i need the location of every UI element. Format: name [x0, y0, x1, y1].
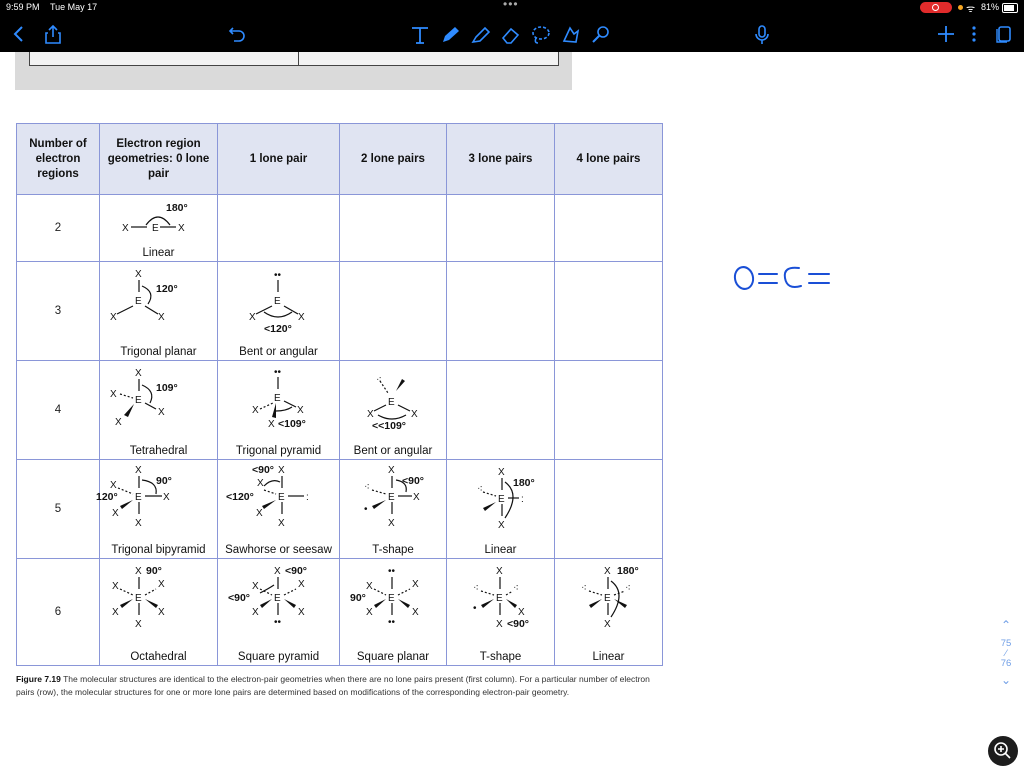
bent-structure-diagram	[340, 361, 447, 441]
svg-text:120°: 120°	[96, 491, 118, 503]
svg-text:E: E	[604, 593, 611, 604]
svg-text:⁖: ⁖	[513, 583, 519, 594]
svg-text:<120°: <120°	[264, 323, 292, 335]
pages-icon[interactable]	[996, 25, 1012, 43]
svg-text:⁖: ⁖	[376, 375, 382, 386]
svg-text:⁖: ⁖	[581, 583, 587, 594]
svg-text:90°: 90°	[146, 565, 162, 577]
svg-text:<90°: <90°	[252, 464, 275, 476]
svg-text:⁖: ⁖	[477, 484, 483, 495]
highlighter-icon[interactable]	[470, 25, 492, 45]
seesaw-structure-diagram	[218, 460, 340, 540]
magnifier-plus-icon	[988, 736, 1018, 766]
trigonal-bipyramid-structure-diagram	[96, 460, 218, 540]
svg-text:X: X	[135, 518, 142, 529]
linear-structure-diagram	[447, 460, 555, 540]
svg-text:E: E	[135, 593, 142, 604]
linear-structure-diagram	[555, 559, 663, 645]
svg-text:X: X	[112, 508, 119, 519]
add-icon[interactable]	[937, 25, 955, 43]
svg-text:X: X	[274, 566, 281, 577]
svg-text:X: X	[158, 607, 165, 618]
linear-structure-diagram	[100, 195, 218, 245]
svg-text:X: X	[298, 579, 305, 590]
geometry-name: Linear	[142, 247, 175, 259]
geometry-cell	[447, 195, 555, 262]
svg-text:X: X	[110, 389, 117, 400]
svg-text:X: X	[158, 312, 165, 323]
multitasking-dots-icon[interactable]: •••	[503, 0, 519, 11]
region-count: 6	[17, 559, 100, 666]
svg-text:90°: 90°	[350, 592, 366, 604]
share-icon[interactable]	[44, 25, 62, 45]
svg-text:X: X	[498, 467, 505, 478]
column-header: 4 lone pairs	[555, 124, 663, 195]
more-vertical-icon[interactable]	[970, 25, 978, 43]
geometry-cell	[447, 361, 555, 460]
svg-text:<90°: <90°	[285, 565, 308, 577]
t-shape-structure-diagram	[340, 460, 447, 540]
svg-text:X: X	[388, 518, 395, 529]
svg-text:X: X	[135, 269, 142, 280]
svg-text:X: X	[496, 619, 503, 630]
status-time: 9:59 PM	[6, 2, 40, 12]
text-tool-icon[interactable]	[410, 25, 430, 45]
page-up-chevron-icon[interactable]: ⌃	[1000, 618, 1012, 632]
undo-icon[interactable]	[228, 25, 246, 43]
lasso-icon[interactable]	[530, 25, 552, 45]
mic-in-use-dot-icon	[958, 5, 963, 10]
svg-text:X: X	[412, 579, 419, 590]
svg-text:X: X	[110, 480, 117, 491]
octahedral-structure-diagram	[100, 559, 218, 645]
geometry-cell	[340, 361, 447, 460]
geometry-cell	[100, 262, 218, 361]
svg-text:⁖: ⁖	[625, 583, 631, 594]
geometry-cell	[218, 361, 340, 460]
svg-text:E: E	[135, 296, 142, 307]
svg-text:••: ••	[274, 617, 282, 628]
svg-text:X: X	[135, 368, 142, 379]
geometry-cell	[218, 195, 340, 262]
svg-text:X: X	[115, 417, 122, 428]
geometry-name: Trigonal pyramid	[235, 445, 322, 457]
geometry-cell	[100, 195, 218, 262]
geometry-name: T-shape	[479, 651, 522, 663]
svg-text:X: X	[498, 520, 505, 531]
square-pyramid-structure-diagram	[218, 559, 340, 645]
svg-text:X: X	[366, 581, 373, 592]
svg-text:E: E	[274, 593, 281, 604]
table-row	[17, 460, 663, 559]
geometry-name: Octahedral	[130, 651, 187, 663]
eraser-icon[interactable]	[500, 25, 522, 45]
svg-text:X: X	[249, 312, 256, 323]
geometry-name: Linear	[484, 544, 517, 556]
svg-text:⁖: ⁖	[473, 583, 479, 594]
page-down-chevron-icon[interactable]: ⌄	[1000, 673, 1012, 687]
svg-text:X: X	[122, 223, 129, 234]
geometry-name: T-shape	[372, 544, 414, 556]
geometry-cell	[218, 460, 340, 559]
geometry-cell	[447, 460, 555, 559]
page-indicator[interactable]	[996, 620, 1016, 685]
region-count: 4	[17, 361, 100, 460]
toolbar	[0, 16, 1024, 52]
bent-structure-diagram	[218, 262, 340, 342]
geometry-cell	[340, 460, 447, 559]
svg-text:X: X	[135, 465, 142, 476]
svg-text:E: E	[388, 492, 395, 503]
svg-text:•: •	[473, 603, 477, 614]
svg-text:E: E	[274, 393, 281, 404]
svg-text:X: X	[604, 619, 611, 630]
svg-text:X: X	[413, 492, 420, 503]
svg-text:E: E	[498, 494, 505, 505]
svg-text:180°: 180°	[513, 477, 535, 489]
geometry-cell	[447, 262, 555, 361]
svg-text:<90°: <90°	[228, 592, 251, 604]
screen-record-icon[interactable]	[920, 2, 952, 13]
table-row	[17, 361, 663, 460]
svg-text:90°: 90°	[156, 475, 172, 487]
tetrahedral-structure-diagram	[100, 361, 218, 441]
svg-text:X: X	[135, 619, 142, 630]
svg-text:X: X	[412, 607, 419, 618]
svg-text:E: E	[135, 395, 142, 406]
previous-figure-fragment	[15, 52, 572, 90]
geometry-cell	[555, 195, 663, 262]
svg-text:X: X	[496, 566, 503, 577]
svg-text:X: X	[388, 465, 395, 476]
total-page-number: 76	[1000, 658, 1012, 669]
svg-text:•: •	[364, 504, 368, 515]
svg-text:X: X	[298, 312, 305, 323]
table-row	[17, 559, 663, 666]
square-planar-structure-diagram	[340, 559, 447, 645]
geometry-name: Bent or angular	[239, 346, 318, 358]
svg-text:X: X	[158, 407, 165, 418]
svg-text:<90°: <90°	[507, 618, 530, 630]
svg-text:X: X	[112, 581, 119, 592]
geometry-name: Trigonal bipyramid	[111, 544, 206, 556]
svg-text:X: X	[278, 465, 285, 476]
molecular-geometry-table	[16, 123, 663, 666]
svg-text:X: X	[110, 312, 117, 323]
zoom-button[interactable]	[988, 736, 1018, 766]
status-date: Tue May 17	[50, 2, 98, 12]
svg-text:X: X	[367, 409, 374, 420]
current-page-number: 75	[1000, 638, 1012, 649]
region-count: 2	[17, 195, 100, 262]
svg-text:X: X	[256, 508, 263, 519]
svg-text:••: ••	[388, 566, 396, 577]
geometry-name: Square planar	[356, 651, 430, 663]
svg-text:X: X	[178, 223, 185, 234]
svg-text:••: ••	[274, 367, 282, 378]
status-bar	[0, 0, 1024, 16]
geometry-name: Trigonal planar	[120, 346, 197, 358]
svg-text:⁖: ⁖	[364, 482, 370, 493]
geometry-name: Tetrahedral	[129, 445, 188, 457]
svg-text:X: X	[278, 518, 285, 529]
svg-text:<109°: <109°	[278, 418, 306, 430]
geometry-cell	[340, 195, 447, 262]
svg-text::: :	[521, 494, 524, 505]
geometry-cell	[447, 559, 555, 666]
svg-text:••: ••	[388, 617, 396, 628]
geometry-name: Sawhorse or seesaw	[225, 544, 332, 556]
column-header: 3 lone pairs	[447, 124, 555, 195]
column-header: 1 lone pair	[218, 124, 340, 195]
svg-text:<<109°: <<109°	[372, 420, 406, 432]
region-count: 3	[17, 262, 100, 361]
svg-text:<120°: <120°	[226, 491, 254, 503]
svg-text:X: X	[252, 405, 259, 416]
svg-text:<90°: <90°	[402, 475, 425, 487]
svg-text::: :	[306, 492, 309, 503]
table-header-row	[17, 124, 663, 195]
svg-text:109°: 109°	[156, 382, 178, 394]
geometry-cell	[218, 262, 340, 361]
svg-text:E: E	[388, 397, 395, 408]
svg-text:E: E	[135, 492, 142, 503]
svg-text:X: X	[257, 478, 264, 489]
geometry-cell	[96, 460, 218, 559]
microphone-icon[interactable]	[754, 25, 770, 45]
svg-text:X: X	[252, 581, 259, 592]
svg-text:E: E	[496, 593, 503, 604]
table-row	[17, 262, 663, 361]
geometry-cell	[340, 559, 447, 666]
trigonal-pyramid-structure-diagram	[218, 361, 340, 441]
geometry-cell	[100, 361, 218, 460]
geometry-name: Bent or angular	[353, 445, 433, 457]
more-tools-icon[interactable]	[590, 25, 612, 45]
t-shape-structure-diagram	[447, 559, 555, 645]
trigonal-planar-structure-diagram	[100, 262, 218, 342]
figure-caption	[16, 673, 668, 699]
wifi-icon: ᯤ	[966, 4, 976, 15]
svg-text:E: E	[278, 492, 285, 503]
svg-text:X: X	[411, 409, 418, 420]
figure-label: Figure 7.19	[16, 674, 61, 684]
geometry-name: Square pyramid	[237, 651, 320, 663]
shapes-icon[interactable]	[560, 25, 582, 45]
svg-text:E: E	[152, 223, 159, 234]
svg-text:X: X	[366, 607, 373, 618]
table-row	[17, 195, 663, 262]
handwritten-annotation[interactable]	[733, 254, 858, 294]
battery-percent: 81%	[981, 2, 1000, 12]
geometry-cell	[100, 559, 218, 666]
handwritten-ink-strokes	[733, 254, 858, 294]
document-page[interactable]	[0, 52, 1024, 768]
svg-text:••: ••	[274, 270, 282, 281]
geometry-cell	[555, 361, 663, 460]
chevron-left-icon[interactable]	[12, 25, 26, 43]
column-header: 2 lone pairs	[340, 124, 447, 195]
svg-text:X: X	[158, 579, 165, 590]
caption-text: The molecular structures are identical to the electron-pair geometries when there are no lone pairs present (first column). For a particular number of electron pairs (row), the molecular structures for one or more lone pairs are determined based on modifications of the corresponding electron-pair geometry.	[16, 674, 650, 697]
svg-text:X: X	[163, 492, 170, 503]
pen-icon[interactable]	[440, 25, 462, 45]
geometry-name: Linear	[592, 651, 625, 663]
geometry-cell	[218, 559, 340, 666]
svg-text:X: X	[135, 566, 142, 577]
page-separator: ⁄	[1005, 648, 1007, 659]
svg-text:X: X	[252, 607, 259, 618]
column-header: Number of electron regions	[17, 124, 100, 195]
region-count: 5	[17, 460, 100, 559]
battery-icon	[1002, 3, 1018, 13]
svg-text:X: X	[268, 419, 275, 430]
svg-text:120°: 120°	[156, 283, 178, 295]
svg-text:X: X	[298, 607, 305, 618]
svg-text:180°: 180°	[166, 202, 188, 214]
svg-text:X: X	[518, 607, 525, 618]
svg-text:X: X	[112, 607, 119, 618]
svg-text:E: E	[388, 593, 395, 604]
column-header: Electron region geometries: 0 lone pair	[100, 124, 218, 195]
svg-text:E: E	[274, 296, 281, 307]
svg-text:180°: 180°	[617, 565, 639, 577]
svg-text:X: X	[604, 566, 611, 577]
geometry-cell	[555, 460, 663, 559]
svg-text:X: X	[297, 405, 304, 416]
geometry-cell	[555, 559, 663, 666]
geometry-cell	[340, 262, 447, 361]
geometry-cell	[555, 262, 663, 361]
